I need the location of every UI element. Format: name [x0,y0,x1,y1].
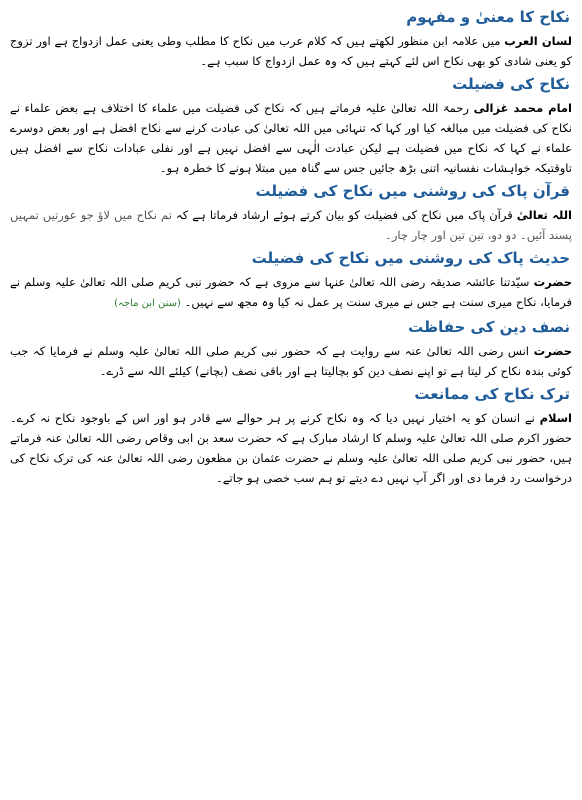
section-prohibition [10,383,572,488]
lead-word: حضرت [533,275,572,289]
lead-word: لسان العرب [504,34,572,48]
paragraph-text: سیّدتنا عائشہ صدیقہ رضی اللہ تعالیٰ عنہا سے مروی ہے کہ حضور نبی کریم صلی اللہ تعالیٰ علیہ وسلم نے فرمایا، نکاح میری سنت ہے جس نے میری سنت پر عمل نہ کیا وہ مجھ سے نہیں۔ [10,275,572,309]
section-heading: نصف دین کی حفاظت [408,318,570,336]
hadith-citation: (سنن ابن ماجہ) [114,298,181,309]
section-heading: حدیث پاک کی روشنی میں نکاح کی فضیلت [251,249,570,267]
lead-word: اللہ تعالیٰ [516,208,572,222]
paragraph-text: انس رضی اللہ تعالیٰ عنہ سے روایت ہے کہ حضور نبی کریم صلی اللہ تعالیٰ علیہ وسلم نے فرمایا کہ جب کوئی بندہ نکاح کر لیتا ہے تو اپنے نصف دین کو بچالیتا ہے اور باقی نصف (بچانے) کیلئے اللہ سے ڈرے۔ [10,344,572,378]
lead-word: حضرت [533,344,572,358]
section-paragraph [10,408,572,488]
quran-quote: تم نکاح میں لاؤ جو عورتیں تمہیں پسند آئیں۔ دو دو، تین تین اور چار چار۔ [10,208,572,242]
section-paragraph [10,341,572,381]
paragraph-text: نے انسان کو یہ اختیار نہیں دیا کہ وہ نکاح کرنے پر ہر حوالے سے قادر ہو اور اس کے باوجود نکاح نہ کرے۔ حضور اکرم صلی اللہ تعالیٰ علیہ وسلم کا ارشاد مبارک ہے کہ حضرت سعد بن ابی وقاص رضی اللہ تعالیٰ عنہ فرماتے ہیں، حضور نبی کریم صلی اللہ تعالیٰ علیہ وسلم نے حضرت عثمان بن مظعون رضی اللہ تعالیٰ عنہ کی ترک نکاح کی درخواست رد فرما دی اور اگر آپ نہیں دے دیتے تو ہم سب خصی ہو جاتے۔ [10,411,572,485]
section-paragraph [10,272,572,314]
section-half-faith [10,316,572,381]
section-heading: قرآن پاک کی روشنی میں نکاح کی فضیلت [255,182,570,200]
section-heading: ترک نکاح کی ممانعت [414,385,570,403]
lead-word: اسلام [539,411,572,425]
paragraph-text: رحمۃ اللہ تعالیٰ علیہ فرماتے ہیں کہ نکاح کی فضیلت میں علماء کا اختلاف ہے بعض علماء نے نکاح کی فضیلت میں مبالغہ کیا اور کہا کہ تنہائی میں اللہ تعالیٰ کی عبادت کرنے سے نکاح افضل ہے اور بعض دوسرے علماء نے کہا کہ نکاح میں فضیلت ہے لیکن عبادت الٰہی سے افضل نہیں ہے اور نفلی عبادات نکاح سے افضل ہیں تاوقتیکہ خواہشات نفسانیہ اتنی بڑھ جائیں جس سے گناہ میں مبتلا ہونے کا خطرہ ہو۔ [10,101,572,175]
paragraph-text: میں علامہ ابن منظور لکھتے ہیں کہ کلام عرب میں نکاح کا مطلب وطی یعنی عمل ازدواج ہے اور تزوج کو یعنی شادی کو بھی نکاح اس لئے کہتے ہیں کہ وہ عمل ازدواج کا سبب ہے۔ [10,34,572,68]
section-paragraph [10,98,572,178]
section-hadith [10,247,572,314]
section-heading: نکاح کی فضیلت [452,75,570,93]
section-heading: نکاح کا معنیٰ و مفہوم [406,8,570,26]
section-quran [10,180,572,245]
paragraph-text: قرآن پاک میں نکاح کی فضیلت کو بیان کرتے ہوئے ارشاد فرماتا ہے کہ [171,208,517,222]
section-paragraph [10,205,572,245]
lead-word: امام محمد غزالی [473,101,572,115]
section-meaning [10,6,572,71]
section-virtue [10,73,572,178]
section-paragraph [10,31,572,71]
